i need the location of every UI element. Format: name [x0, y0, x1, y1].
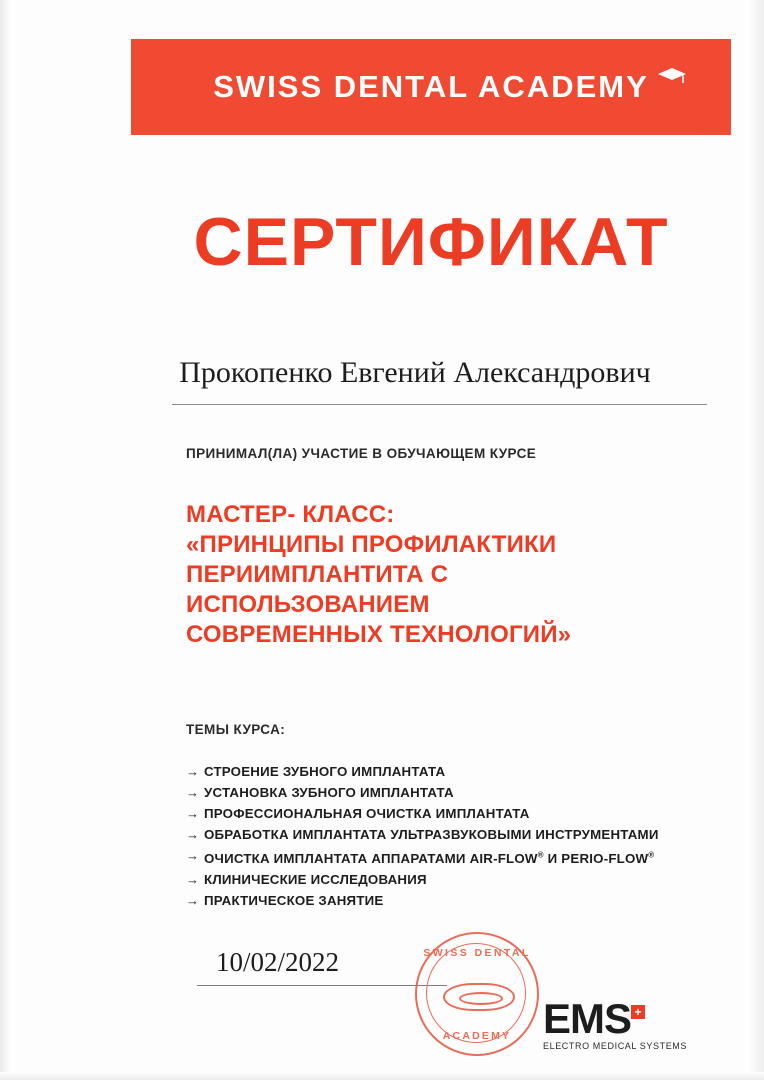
stamp-top-text: SWISS DENTAL — [423, 947, 531, 959]
date-underline — [197, 985, 447, 986]
course-title-line-4: ИСПОЛЬЗОВАНИЕМ — [186, 591, 430, 618]
course-title-line-2: «ПРИНЦИПЫ ПРОФИЛАКТИКИ — [186, 531, 557, 558]
scan-edge-left — [0, 0, 10, 1080]
certificate-title: СЕРТИФИКАТ — [193, 204, 669, 280]
list-item — [186, 871, 686, 888]
list-item — [186, 892, 686, 909]
arrow-right-icon: → — [186, 893, 200, 909]
arrow-right-icon: → — [186, 764, 200, 779]
course-title-line-3: ПЕРИИМПЛАНТИТА С — [186, 561, 449, 588]
stamp-bottom-text: ACADEMY — [442, 1030, 512, 1042]
scan-edge-right — [750, 0, 764, 1080]
list-item — [186, 826, 686, 843]
brand-wrap — [131, 69, 731, 105]
course-title-line-5: СОВРЕМЕННЫХ ТЕХНОЛОГИЙ» — [186, 621, 572, 648]
issue-date: 10/02/2022 — [216, 947, 340, 977]
graduation-cap-icon — [657, 67, 687, 89]
ems-subtitle: ELECTRO MEDICAL SYSTEMS — [543, 1041, 687, 1051]
topic-label: ОЧИСТКА ИМПЛАНТАТА АППАРАТАМИ AIR-FLOW® И PERIO-FLOW® — [204, 851, 655, 867]
list-item — [186, 847, 686, 867]
stamp-tooth-icon — [443, 983, 515, 1011]
topic-label: ОБРАБОТКА ИМПЛАНТАТА УЛЬТРАЗВУКОВЫМИ ИНСТРУМЕНТАМИ — [204, 827, 659, 842]
arrow-right-icon: → — [186, 785, 200, 800]
recipient-name: Прокопенко Евгений Александрович — [179, 356, 651, 389]
ems-name: EMS — [543, 995, 632, 1042]
brand-header-band — [131, 39, 731, 135]
topics-list — [186, 763, 686, 913]
arrow-right-icon: → — [186, 848, 200, 863]
topics-heading: ТЕМЫ КУРСА: — [186, 722, 286, 737]
arrow-right-icon: → — [186, 827, 200, 842]
list-item — [186, 805, 686, 822]
scan-edge-bottom — [0, 1072, 764, 1080]
list-item — [186, 763, 686, 780]
topic-label: УСТАНОВКА ЗУБНОГО ИМПЛАНТАТА — [204, 785, 454, 800]
topic-label: СТРОЕНИЕ ЗУБНОГО ИМПЛАНТАТА — [204, 764, 446, 779]
topic-label: ПРАКТИЧЕСКОЕ ЗАНЯТИЕ — [204, 893, 384, 909]
course-title-line-1: МАСТЕР- КЛАСС: — [186, 501, 395, 528]
ems-logo — [543, 995, 703, 1051]
topic-label: ПРОФЕССИОНАЛЬНАЯ ОЧИСТКА ИМПЛАНТАТА — [204, 806, 530, 821]
arrow-right-icon: → — [186, 872, 200, 888]
ems-plus-badge: + — [631, 1005, 645, 1019]
official-stamp — [415, 932, 539, 1056]
ems-wordmark — [543, 995, 642, 1042]
participation-line: ПРИНИМАЛ(ЛА) УЧАСТИЕ В ОБУЧАЮЩЕМ КУРСЕ — [186, 446, 537, 461]
topic-label: КЛИНИЧЕСКИЕ ИССЛЕДОВАНИЯ — [204, 872, 427, 888]
brand-title: SWISS DENTAL ACADEMY — [213, 69, 649, 104]
course-title — [186, 500, 706, 650]
list-item — [186, 784, 686, 801]
arrow-right-icon: → — [186, 806, 200, 821]
recipient-underline — [172, 404, 707, 405]
